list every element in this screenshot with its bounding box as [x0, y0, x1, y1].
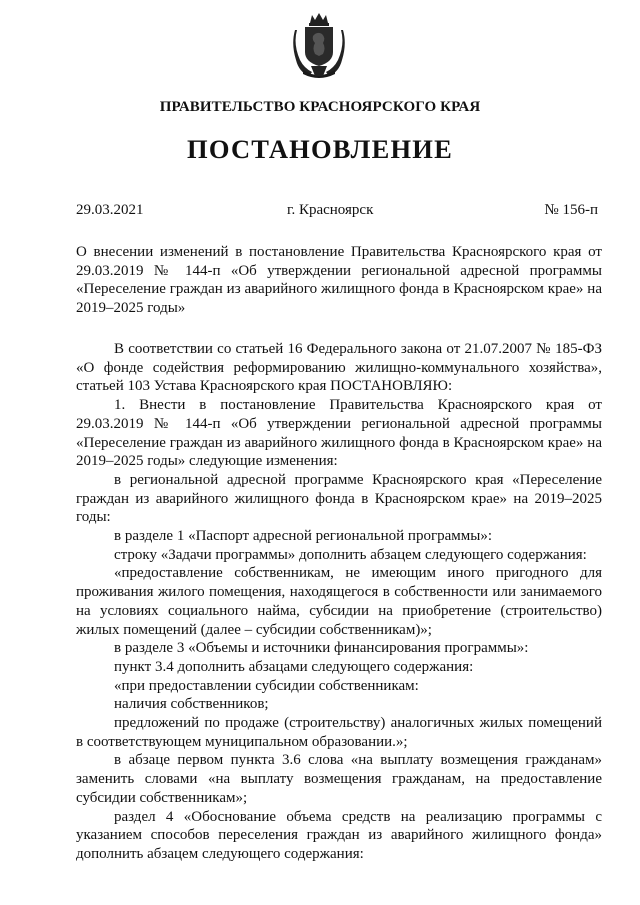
- body-paragraph: 1. Внести в постановление Правительства Красноярского края от 29.03.2019 № 144-п «Об утверждении региональной адресной программы «Переселение граждан из аварийного жилищного фонда в Красноярском крае» на 2019–2025 годы» следующие изменения:: [76, 397, 602, 470]
- body-paragraph: пункт 3.4 дополнить абзацами следующего содержания:: [114, 658, 474, 675]
- document-subject: О внесении изменений в постановление Правительства Красноярского края от 29.03.2019 № 144-п «Об утверждении региональной адресной программы «Переселение граждан из аварийного жилищного фонда в Красноярском крае» на 2019–2025 годы»: [76, 244, 602, 317]
- body-paragraph: раздел 4 «Обоснование объема средств на реализацию программы с указанием способов переселения граждан из аварийного жилищного фонда» дополнить абзацем следующего содержания:: [76, 808, 602, 862]
- body-paragraph: в разделе 3 «Объемы и источники финансирования программы»:: [114, 640, 529, 657]
- body-paragraph: наличия собственников;: [114, 696, 269, 713]
- body-paragraph: в разделе 1 «Паспорт адресной региональной программы»:: [114, 528, 492, 545]
- document-number: № 156-п: [544, 202, 598, 218]
- document-body: [76, 340, 602, 864]
- body-paragraph: в абзаце первом пункта 3.6 слова «на выплату возмещения гражданам» заменить словами «на выплату возмещения гражданам, на предоставление субсидии собственникам»;: [76, 752, 602, 806]
- body-paragraph: «при предоставлении субсидии собственникам:: [114, 677, 419, 694]
- coat-of-arms-emblem-icon: [293, 10, 345, 80]
- document-type-title: ПОСТАНОВЛЕНИЕ: [187, 134, 453, 164]
- body-paragraph: «предоставление собственникам, не имеющим иного пригодного для проживания жилого помещения, находящегося в собственности или занимаемого на условиях социального найма, субсидии на приобретение (строительство) жилых помещений (далее – субсидии собственникам)»;: [76, 565, 602, 638]
- body-paragraph: в региональной адресной программе Красноярского края «Переселение граждан из аварийного жилищного фонда в Красноярском крае» на 2019–2025 годы:: [76, 471, 602, 526]
- body-paragraph: В соответствии со статьей 16 Федерального закона от 21.07.2007 № 185-ФЗ «О фонде содействия реформированию жилищно-коммунального хозяйства», статьей 103 Устава Красноярского края ПОСТАНОВЛЯЮ:: [76, 341, 602, 395]
- issuing-authority: ПРАВИТЕЛЬСТВО КРАСНОЯРСКОГО КРАЯ: [159, 99, 481, 115]
- document-city: г. Красноярск: [287, 202, 374, 218]
- body-paragraph: строку «Задачи программы» дополнить абзацем следующего содержания:: [114, 546, 587, 563]
- document-date: 29.03.2021: [76, 202, 144, 218]
- body-paragraph: предложений по продаже (строительству) аналогичных жилых помещений в соответствующем муниципальном образовании.»;: [76, 715, 602, 750]
- document-meta-row: [76, 202, 598, 220]
